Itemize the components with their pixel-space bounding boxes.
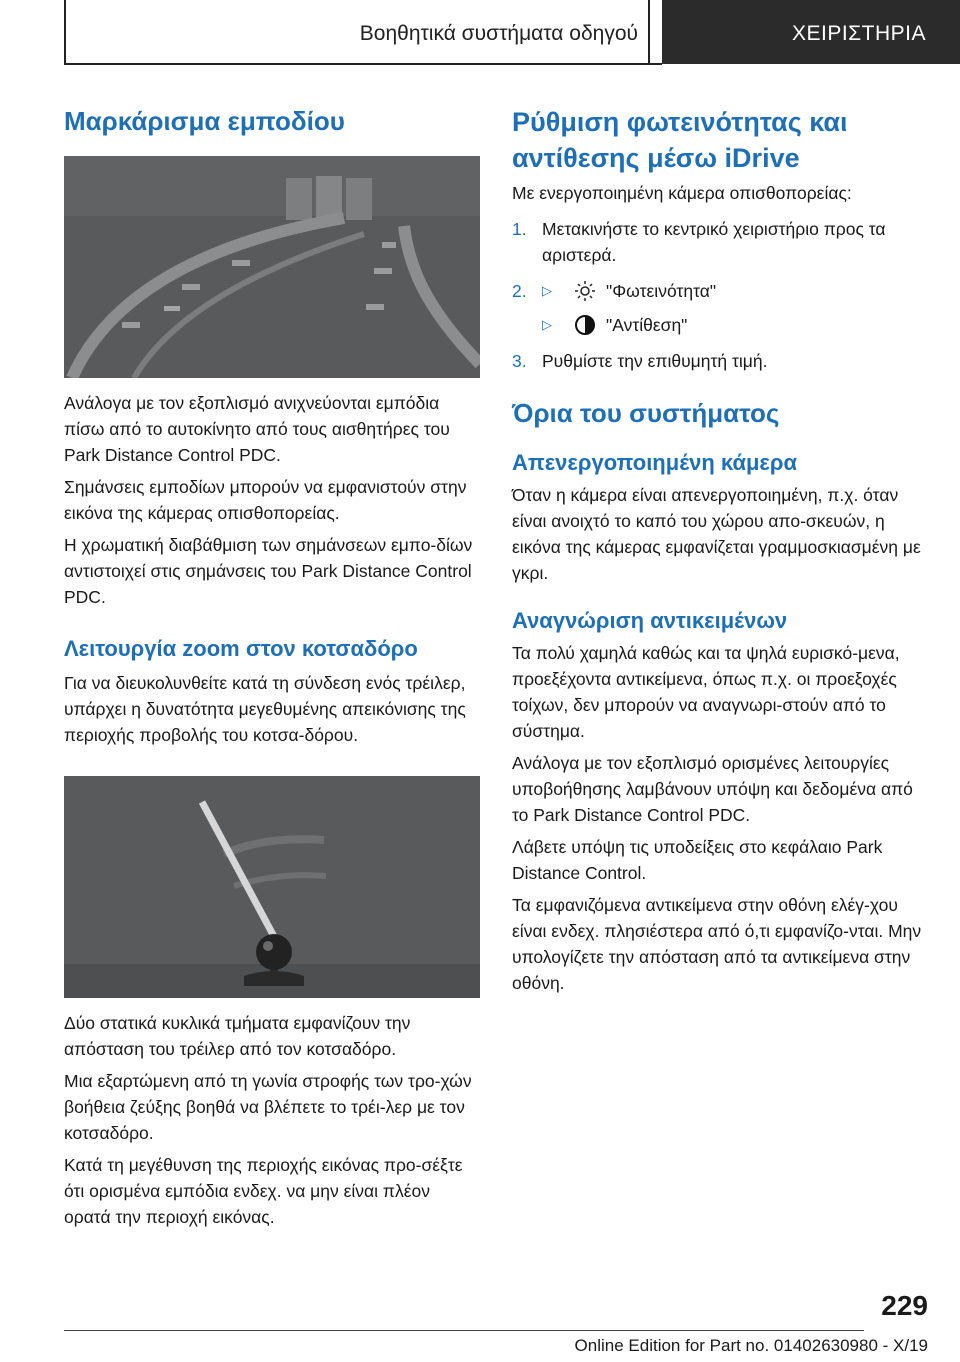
paragraph-camera-off: Όταν η κάμερα είναι απενεργοποιημένη, π.χ. όταν είναι ανοιχτό το καπό του χώρου απο-σκευών, η εικόνα της κάμερας εμφανίζεται γραμμοσκιασμένη με γκρι. (512, 485, 921, 583)
heading-obstacle-marking: Μαρκάρισμα εμποδίου (64, 106, 345, 136)
paragraph-zoom-3: Μια εξαρτώμενη από τη γωνία στροφής των τρο-χών βοήθεια ζεύξης βοηθά να βλέπετε το τρέι-λερ με τον κοτσαδόρο. (64, 1071, 472, 1143)
step-2 (512, 278, 928, 304)
paragraph-obstacle-2: Σημάνσεις εμποδίων μπορούν να εμφανιστούν στην εικόνα της κάμερας οπισθοπορείας. (64, 477, 467, 523)
paragraph-obstacle-1: Ανάλογα με τον εξοπλισμό ανιχνεύονται εμπόδια πίσω από το αυτοκίνητο από τους αισθητήρες του Park Distance Control PDC. (64, 393, 450, 465)
right-column (512, 96, 928, 996)
obstacle-marking-illustration (64, 156, 480, 378)
step-3-number: 3. (512, 351, 527, 371)
step-1-text: Μετακινήστε το κεντρικό χειριστήριο προς τα αριστερά. (542, 219, 886, 265)
left-column (64, 96, 480, 1230)
hitch-zoom-figure (64, 776, 480, 998)
heading-object-detection: Αναγνώριση αντικειμένων (512, 608, 788, 633)
header-rule-mid (648, 0, 650, 64)
heading-zoom: Λειτουργία zoom στον κοτσαδόρο (64, 636, 418, 661)
step-2-number: 2. (512, 281, 527, 301)
step-1-number: 1. (512, 219, 527, 239)
paragraph-zoom-1: Για να διευκολυνθείτε κατά τη σύνδεση ενός τρέιλερ, υπάρχει η δυνατότητα μεγεθυμένης απεικόνισης της περιοχής προβολής του κοτσα-δόρου. (64, 673, 466, 745)
heading-brightness-contrast: Ρύθμιση φωτεινότητας και αντίθεσης μέσω iDrive (512, 107, 848, 173)
paragraph-detection-1: Τα πολύ χαμηλά καθώς και τα ψηλά ευρισκό-μενα, προεξέχοντα αντικείμενα, όπως π.χ. οι προεξοχές τοίχων, δεν μπορούν να αναγνωρι-στούν από το σύστημα. (512, 643, 900, 741)
paragraph-obstacle-3: Η χρωματική διαβάθμιση των σημάνσεων εμπο-δίων αντιστοιχεί στις σημάνσεις του Park Distance Control PDC. (64, 535, 473, 607)
paragraph-zoom-2: Δύο στατικά κυκλικά τμήματα εμφανίζουν την απόσταση του τρέιλερ από τον κοτσαδόρο. (64, 1013, 411, 1059)
step-1 (512, 216, 928, 268)
brightness-steps (512, 216, 928, 374)
page-number: 229 (881, 1290, 928, 1321)
contrast-icon (574, 314, 596, 336)
paragraph-zoom-4: Κατά τη μεγέθυνση της περιοχής εικόνας προ-σέξτε ότι ορισμένα εμπόδια ενδεχ. να μην είναι πλέον ορατά την περιοχή εικόνας. (64, 1155, 463, 1227)
menu-brightness[interactable] (542, 278, 928, 304)
heading-system-limits: Όρια του συστήματος (512, 398, 780, 428)
paragraph-detection-4: Τα εμφανιζόμενα αντικείμενα στην οθόνη ελέγ-χου είναι ενδεχ. πλησιέστερα από ό,τι εμφανίζο-νται. Μην υπολογίζετε την απόσταση από τα αντικείμενα στην οθόνη. (512, 895, 922, 993)
menu-contrast-label: "Αντίθεση" (606, 315, 688, 335)
paragraph-brightness-intro: Με ενεργοποιημένη κάμερα οπισθοπορείας: (512, 183, 852, 203)
menu-arrow-icon: ▷ (542, 283, 552, 298)
page-header (0, 0, 960, 66)
header-rule-bottom (64, 63, 662, 65)
section-title: Βοηθητικά συστήματα οδηγού (359, 22, 638, 45)
menu-contrast[interactable] (512, 312, 928, 338)
step-3 (512, 348, 928, 374)
step-3-text: Ρυθμίστε την επιθυμητή τιμή. (542, 351, 768, 371)
menu-brightness-label: "Φωτεινότητα" (606, 281, 717, 301)
hitch-zoom-illustration (64, 776, 480, 998)
heading-camera-off: Απενεργοποιημένη κάμερα (512, 450, 798, 475)
paragraph-detection-3: Λάβετε υπόψη τις υποδείξεις στο κεφάλαιο Park Distance Control. (512, 837, 883, 883)
chapter-title: ΧΕΙΡΙΣΤΗΡΙΑ (791, 22, 926, 45)
footer-rule (64, 1330, 864, 1331)
paragraph-detection-2: Ανάλογα με τον εξοπλισμό ορισμένες λειτουργίες υποβοήθησης λαμβάνουν υπόψη και δεδομένα από το Park Distance Control PDC. (512, 753, 913, 825)
obstacle-marking-figure (64, 156, 480, 378)
edition-note: Online Edition for Part no. 01402630980 - X/19 (574, 1336, 928, 1355)
menu-arrow-icon: ▷ (542, 317, 552, 332)
brightness-icon (574, 280, 596, 302)
